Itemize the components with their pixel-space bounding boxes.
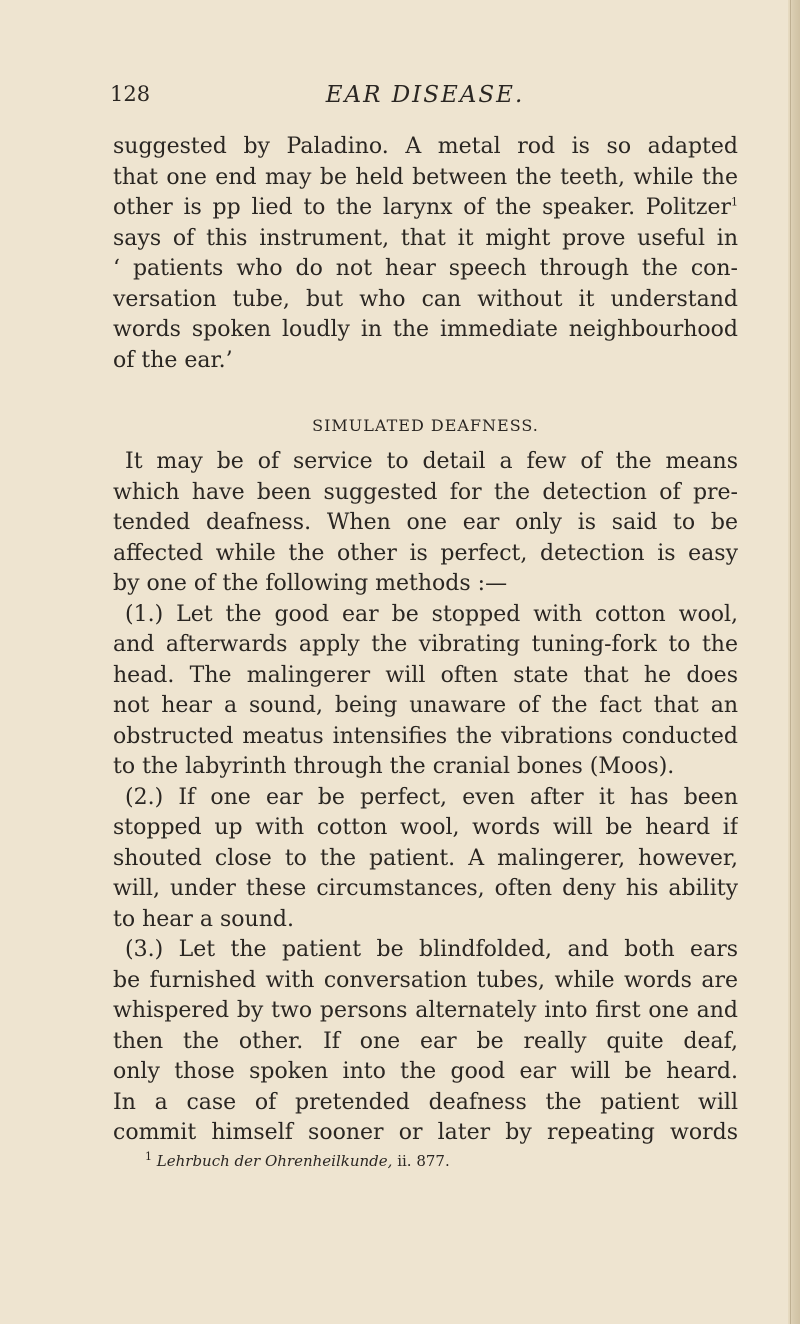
text-line bbox=[113, 193, 738, 224]
running-head: EAR DISEASE. bbox=[325, 82, 525, 108]
text-line: words spoken loudly in the immediate neighbourhood bbox=[113, 317, 738, 342]
text-line: only those spoken into the good ear will be heard. bbox=[113, 1059, 738, 1084]
footnote-reference: ii. 877. bbox=[397, 1151, 450, 1170]
text-line: to the labyrinth through the cranial bones (Moos). bbox=[113, 754, 675, 779]
paragraph-5 bbox=[113, 935, 738, 1149]
text-line: and afterwards apply the vibrating tuning-fork to the bbox=[113, 632, 738, 657]
text-line: commit himself sooner or later by repeating words bbox=[113, 1120, 738, 1145]
body-text bbox=[113, 132, 738, 1172]
text-line: ‘ patients who do not hear speech through the con- bbox=[113, 256, 738, 281]
text-line: suggested by Paladino. A metal rod is so adapted bbox=[113, 134, 738, 159]
text-line: (1.) Let the good ear be stopped with cotton wool, bbox=[125, 601, 738, 627]
text-line: be furnished with conversation tubes, while words are bbox=[113, 967, 738, 993]
text-line-content: other is pp lied to the larynx of the speaker. Politzer bbox=[113, 195, 731, 220]
text-line: which have been suggested for the detection of pre- bbox=[113, 479, 738, 505]
text-line: then the other. If one ear be really quite deaf, bbox=[113, 1028, 738, 1054]
text-line: (2.) If one ear be perfect, even after it has been bbox=[125, 784, 738, 810]
text-line: not hear a sound, being unaware of the fact that an bbox=[113, 693, 738, 718]
page-header bbox=[110, 82, 740, 112]
text-line: stopped up with cotton wool, words will be heard if bbox=[113, 815, 738, 840]
footnote-number: 1 bbox=[145, 1149, 152, 1163]
text-line: whispered by two persons alternately into first one and bbox=[113, 998, 738, 1023]
page-edge-line bbox=[790, 0, 791, 1324]
text-line: It may be of service to detail a few of the means bbox=[125, 449, 738, 474]
text-line: In a case of pretended deafness the patient will bbox=[113, 1089, 738, 1115]
section-heading: SIMULATED DEAFNESS. bbox=[312, 416, 539, 435]
footnote-title: Lehrbuch der Ohrenheilkunde, bbox=[156, 1151, 393, 1170]
text-line: says of this instrument, that it might prove useful in bbox=[113, 225, 738, 251]
text-line: to hear a sound. bbox=[113, 906, 294, 932]
text-line: of the ear.’ bbox=[113, 347, 233, 373]
text-line: by one of the following methods :— bbox=[113, 571, 508, 596]
text-line: that one end may be held between the teeth, while the bbox=[113, 164, 738, 190]
paragraph-2 bbox=[113, 447, 738, 600]
page-number: 128 bbox=[110, 82, 151, 106]
text-line: versation tube, but who can without it understand bbox=[113, 286, 738, 312]
text-line: obstructed meatus intensifies the vibrations conducted bbox=[113, 723, 738, 749]
text-line: head. The malingerer will often state that he does bbox=[113, 662, 738, 688]
text-line: (3.) Let the patient be blindfolded, and both ears bbox=[125, 937, 738, 962]
paragraph-1 bbox=[113, 132, 738, 376]
text-line: tended deafness. When one ear only is said to be bbox=[113, 510, 738, 535]
footnote bbox=[113, 1150, 738, 1172]
text-line: affected while the other is perfect, detection is easy bbox=[113, 540, 738, 566]
paragraph-4 bbox=[113, 783, 738, 936]
text-line: shouted close to the patient. A malingerer, however, bbox=[113, 845, 738, 871]
text-line: will, under these circumstances, often deny his ability bbox=[113, 876, 738, 901]
footnote-marker: 1 bbox=[731, 195, 738, 209]
paragraph-3 bbox=[113, 600, 738, 783]
